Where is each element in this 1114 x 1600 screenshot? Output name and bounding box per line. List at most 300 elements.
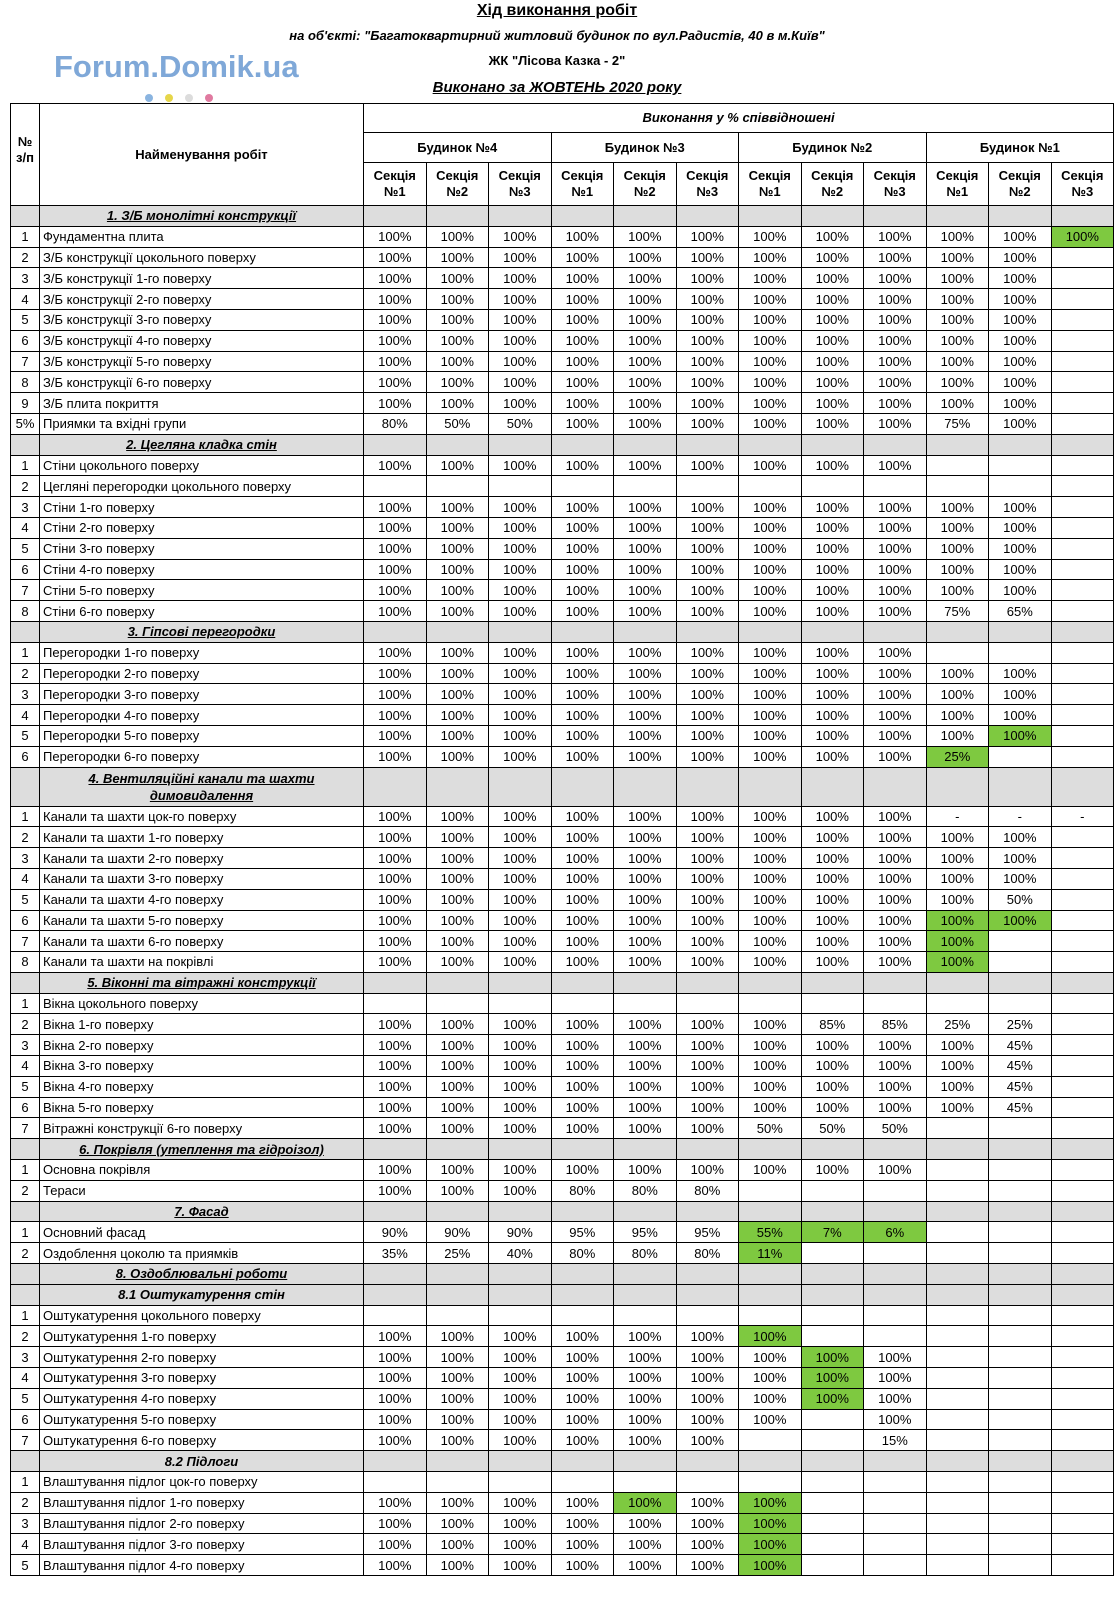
percent-cell xyxy=(864,1492,927,1513)
percent-cell: 100% xyxy=(426,538,489,559)
percent-cell: 100% xyxy=(614,1097,677,1118)
percent-cell: 100% xyxy=(614,1513,677,1534)
percent-cell: 100% xyxy=(364,289,427,310)
percent-cell: 100% xyxy=(739,684,802,705)
percent-cell: 100% xyxy=(676,663,739,684)
row-number: 2 xyxy=(11,1180,40,1201)
progress-table xyxy=(10,103,1114,1576)
percent-cell: 100% xyxy=(989,868,1052,889)
row-number: 4 xyxy=(11,1056,40,1077)
table-row xyxy=(11,455,1114,476)
section-empty-cell xyxy=(426,1201,489,1222)
percent-cell: 100% xyxy=(364,1388,427,1409)
percent-cell: 100% xyxy=(614,1076,677,1097)
percent-cell: 100% xyxy=(926,268,989,289)
percent-cell: 100% xyxy=(551,1409,614,1430)
percent-cell: 100% xyxy=(364,226,427,247)
percent-cell: 100% xyxy=(676,455,739,476)
percent-cell: 100% xyxy=(739,559,802,580)
percent-cell xyxy=(1051,1409,1114,1430)
percent-cell: 100% xyxy=(614,663,677,684)
percent-cell: 100% xyxy=(364,1326,427,1347)
row-number: 7 xyxy=(11,931,40,952)
section-title: 8.2 Підлоги xyxy=(40,1451,364,1472)
percent-cell: 100% xyxy=(364,1097,427,1118)
percent-cell: 100% xyxy=(364,1035,427,1056)
percent-cell: 100% xyxy=(989,538,1052,559)
percent-cell: 100% xyxy=(489,538,552,559)
section-empty-cell xyxy=(364,621,427,642)
row-number: 4 xyxy=(11,868,40,889)
section-empty-cell xyxy=(801,972,864,993)
percent-cell: 100% xyxy=(364,1118,427,1139)
section-title: 5. Віконні та вітражні конструкції xyxy=(40,972,364,993)
building-header: Будинок №2 xyxy=(739,133,927,163)
percent-cell: 95% xyxy=(614,1222,677,1243)
percent-cell: 100% xyxy=(364,497,427,518)
section-empty-cell xyxy=(989,206,1052,227)
percent-cell: 100% xyxy=(864,497,927,518)
percent-cell: 100% xyxy=(364,455,427,476)
percent-cell: 100% xyxy=(676,1430,739,1451)
percent-cell: 100% xyxy=(489,1035,552,1056)
percent-cell xyxy=(1051,601,1114,622)
percent-cell: 100% xyxy=(489,1056,552,1077)
percent-cell: 100% xyxy=(614,393,677,414)
section-row xyxy=(11,1201,1114,1222)
percent-cell: 100% xyxy=(364,580,427,601)
percent-cell: 100% xyxy=(801,725,864,746)
percent-cell: 100% xyxy=(926,309,989,330)
percent-cell: 100% xyxy=(551,1160,614,1181)
percent-cell: 80% xyxy=(676,1243,739,1264)
percent-cell: 100% xyxy=(864,351,927,372)
percent-cell: 100% xyxy=(364,746,427,767)
percent-cell: 100% xyxy=(739,413,802,434)
percent-cell xyxy=(489,993,552,1014)
percent-cell: 100% xyxy=(614,1056,677,1077)
percent-cell: 100% xyxy=(614,497,677,518)
section-empty-cell xyxy=(676,621,739,642)
table-row xyxy=(11,993,1114,1014)
percent-cell xyxy=(1051,1243,1114,1264)
section-empty-cell xyxy=(989,1264,1052,1285)
building-header: Будинок №4 xyxy=(364,133,552,163)
percent-cell xyxy=(739,1430,802,1451)
work-name: Стіни 1-го поверху xyxy=(40,497,364,518)
percent-cell: 100% xyxy=(426,806,489,827)
percent-cell: 100% xyxy=(801,910,864,931)
section-title: 6. Покрівля (утеплення та гідроізол) xyxy=(40,1139,364,1160)
percent-cell xyxy=(801,1534,864,1555)
section-empty-cell xyxy=(739,1451,802,1472)
percent-cell xyxy=(1051,497,1114,518)
percent-cell: 100% xyxy=(614,1492,677,1513)
percent-cell: 100% xyxy=(989,559,1052,580)
percent-cell: 100% xyxy=(614,952,677,973)
percent-cell xyxy=(1051,931,1114,952)
percent-cell: 100% xyxy=(551,1388,614,1409)
percent-cell: 80% xyxy=(614,1243,677,1264)
percent-cell: 100% xyxy=(864,309,927,330)
percent-cell: 100% xyxy=(989,663,1052,684)
section-empty-cell xyxy=(926,1264,989,1285)
percent-cell: 100% xyxy=(614,1555,677,1576)
section-empty-cell xyxy=(989,1139,1052,1160)
percent-cell: 100% xyxy=(364,848,427,869)
row-number: 5 xyxy=(11,538,40,559)
percent-cell: 100% xyxy=(489,1368,552,1389)
section-empty-cell xyxy=(364,434,427,455)
percent-cell xyxy=(1051,268,1114,289)
section-title: 8.1 Оштукатурення стін xyxy=(40,1284,364,1305)
percent-cell: 100% xyxy=(739,268,802,289)
percent-cell: 100% xyxy=(489,868,552,889)
row-number: 1 xyxy=(11,1160,40,1181)
percent-cell xyxy=(1051,580,1114,601)
percent-cell xyxy=(864,1243,927,1264)
section-empty-cell xyxy=(1051,1284,1114,1305)
percent-cell xyxy=(426,1472,489,1493)
watermark-dots xyxy=(145,89,225,101)
percent-cell: 100% xyxy=(489,372,552,393)
percent-cell: 100% xyxy=(676,889,739,910)
percent-cell: 45% xyxy=(989,1097,1052,1118)
section-empty-cell xyxy=(676,1201,739,1222)
percent-cell: 100% xyxy=(489,848,552,869)
percent-cell xyxy=(989,455,1052,476)
percent-cell: 100% xyxy=(551,848,614,869)
percent-cell: 100% xyxy=(864,725,927,746)
section-empty-cell xyxy=(551,1139,614,1160)
section-empty-cell xyxy=(864,972,927,993)
table-row xyxy=(11,330,1114,351)
section-empty-cell xyxy=(989,1284,1052,1305)
percent-cell: 100% xyxy=(426,725,489,746)
percent-cell: 100% xyxy=(489,1160,552,1181)
percent-cell: 100% xyxy=(489,1118,552,1139)
percent-cell: 100% xyxy=(489,1534,552,1555)
percent-cell xyxy=(739,1472,802,1493)
section-empty-cell xyxy=(614,434,677,455)
percent-cell: 100% xyxy=(614,372,677,393)
percent-cell: 100% xyxy=(676,931,739,952)
percent-cell: 100% xyxy=(364,806,427,827)
section-empty-cell xyxy=(614,1201,677,1222)
percent-cell: 100% xyxy=(739,1409,802,1430)
percent-cell: 100% xyxy=(864,1368,927,1389)
section-row xyxy=(11,1139,1114,1160)
percent-cell: 100% xyxy=(676,1347,739,1368)
percent-cell: 100% xyxy=(676,952,739,973)
percent-cell xyxy=(1051,725,1114,746)
percent-cell: 100% xyxy=(364,1347,427,1368)
percent-cell xyxy=(1051,889,1114,910)
section-empty-cell xyxy=(676,434,739,455)
percent-cell: 100% xyxy=(801,868,864,889)
percent-cell: 100% xyxy=(739,1534,802,1555)
percent-cell: 100% xyxy=(489,746,552,767)
table-row xyxy=(11,226,1114,247)
percent-cell: 100% xyxy=(739,827,802,848)
percent-cell: 85% xyxy=(801,1014,864,1035)
percent-cell: 100% xyxy=(926,1076,989,1097)
percent-cell xyxy=(676,476,739,497)
percent-cell: 90% xyxy=(489,1222,552,1243)
percent-cell: 100% xyxy=(426,497,489,518)
percent-cell: 100% xyxy=(364,827,427,848)
percent-cell xyxy=(926,1513,989,1534)
percent-cell: 100% xyxy=(551,226,614,247)
section-empty-cell xyxy=(426,206,489,227)
percent-cell: 100% xyxy=(551,725,614,746)
object-line: на об'єкті: "Багатоквартирний житловий будинок по вул.Радистів, 40 в м.Київ" xyxy=(289,28,825,43)
percent-cell xyxy=(1051,538,1114,559)
work-name: З/Б конструкції 1-го поверху xyxy=(40,268,364,289)
section-row-number xyxy=(11,1139,40,1160)
section-empty-cell xyxy=(489,767,552,806)
section-empty-cell xyxy=(1051,767,1114,806)
percent-cell: 100% xyxy=(864,1388,927,1409)
work-name: З/Б конструкції цокольного поверху xyxy=(40,247,364,268)
percent-cell: 100% xyxy=(989,497,1052,518)
percent-cell: 100% xyxy=(614,1118,677,1139)
percent-cell xyxy=(1051,1513,1114,1534)
section-row-number xyxy=(11,434,40,455)
percent-cell: 100% xyxy=(551,1056,614,1077)
section-empty-cell xyxy=(739,206,802,227)
percent-cell: 100% xyxy=(551,868,614,889)
percent-cell xyxy=(676,1305,739,1326)
row-number: 6 xyxy=(11,910,40,931)
percent-cell: 100% xyxy=(739,1097,802,1118)
work-name: Влаштування підлог цок-го поверху xyxy=(40,1472,364,1493)
percent-cell xyxy=(364,1305,427,1326)
percent-cell: 100% xyxy=(676,1160,739,1181)
percent-cell: 100% xyxy=(864,952,927,973)
percent-cell: 100% xyxy=(676,330,739,351)
percent-cell: 100% xyxy=(801,268,864,289)
percent-cell: 100% xyxy=(551,1492,614,1513)
percent-cell xyxy=(864,993,927,1014)
percent-cell: 100% xyxy=(364,1160,427,1181)
table-row xyxy=(11,725,1114,746)
section-empty-cell xyxy=(364,1201,427,1222)
table-row xyxy=(11,806,1114,827)
percent-cell: 100% xyxy=(676,848,739,869)
percent-cell: 100% xyxy=(551,1555,614,1576)
percent-cell: 100% xyxy=(989,848,1052,869)
percent-cell: 100% xyxy=(864,848,927,869)
percent-cell: 100% xyxy=(426,848,489,869)
percent-cell xyxy=(989,1222,1052,1243)
percent-cell: 100% xyxy=(676,559,739,580)
percent-cell: 100% xyxy=(864,1409,927,1430)
section-empty-cell xyxy=(1051,1451,1114,1472)
percent-cell: 100% xyxy=(739,497,802,518)
section-empty-cell xyxy=(926,1201,989,1222)
percent-cell xyxy=(364,1472,427,1493)
section-row-number xyxy=(11,972,40,993)
work-name: Стіни цокольного поверху xyxy=(40,455,364,476)
percent-cell: 100% xyxy=(489,931,552,952)
section-empty-cell xyxy=(739,972,802,993)
section-empty-cell xyxy=(801,767,864,806)
percent-cell: 100% xyxy=(426,1035,489,1056)
percent-cell: 100% xyxy=(426,1555,489,1576)
section-empty-cell xyxy=(426,1284,489,1305)
section-empty-cell xyxy=(864,621,927,642)
table-row xyxy=(11,309,1114,330)
percent-cell: 100% xyxy=(864,910,927,931)
percent-cell xyxy=(801,1243,864,1264)
table-row xyxy=(11,1076,1114,1097)
row-number: 2 xyxy=(11,476,40,497)
percent-cell: 100% xyxy=(551,538,614,559)
section-empty-cell xyxy=(551,767,614,806)
percent-cell xyxy=(989,1513,1052,1534)
percent-cell: 100% xyxy=(989,827,1052,848)
section-empty-cell xyxy=(864,1139,927,1160)
percent-cell: 100% xyxy=(426,1492,489,1513)
percent-cell: 100% xyxy=(489,393,552,414)
percent-cell: 100% xyxy=(801,1076,864,1097)
section-empty-cell xyxy=(489,1284,552,1305)
table-row xyxy=(11,1409,1114,1430)
percent-cell: 7% xyxy=(801,1222,864,1243)
percent-cell: 100% xyxy=(801,289,864,310)
percent-cell: 100% xyxy=(551,601,614,622)
percent-cell: 100% xyxy=(364,910,427,931)
percent-cell: 100% xyxy=(989,393,1052,414)
percent-cell: 100% xyxy=(426,289,489,310)
percent-cell: 100% xyxy=(676,226,739,247)
percent-cell xyxy=(926,1368,989,1389)
percent-cell xyxy=(989,1534,1052,1555)
percent-cell: 100% xyxy=(801,848,864,869)
percent-cell: 100% xyxy=(739,247,802,268)
percent-cell: 100% xyxy=(614,1347,677,1368)
section-empty-cell xyxy=(614,1139,677,1160)
section-empty-cell xyxy=(426,621,489,642)
percent-cell: 100% xyxy=(426,247,489,268)
section-empty-cell xyxy=(864,206,927,227)
percent-cell xyxy=(1051,393,1114,414)
percent-cell xyxy=(864,476,927,497)
section-empty-cell xyxy=(364,1264,427,1285)
section-empty-cell xyxy=(739,1284,802,1305)
row-number: 5 xyxy=(11,889,40,910)
percent-cell: 100% xyxy=(989,910,1052,931)
percent-cell: 80% xyxy=(614,1180,677,1201)
percent-cell: 100% xyxy=(989,351,1052,372)
percent-cell xyxy=(1051,1056,1114,1077)
work-name: Канали та шахти 2-го поверху xyxy=(40,848,364,869)
percent-cell: 100% xyxy=(864,684,927,705)
percent-cell xyxy=(989,1347,1052,1368)
percent-cell xyxy=(926,1472,989,1493)
section-empty-cell xyxy=(614,1451,677,1472)
section-empty-cell xyxy=(676,1451,739,1472)
percent-cell: 100% xyxy=(739,393,802,414)
percent-cell xyxy=(801,1409,864,1430)
percent-cell: 100% xyxy=(989,413,1052,434)
table-row xyxy=(11,848,1114,869)
percent-cell: 100% xyxy=(989,705,1052,726)
row-number: 1 xyxy=(11,1305,40,1326)
percent-cell: 45% xyxy=(989,1076,1052,1097)
percent-cell: 100% xyxy=(926,705,989,726)
table-row xyxy=(11,1035,1114,1056)
percent-cell: 100% xyxy=(801,538,864,559)
percent-cell: 100% xyxy=(614,746,677,767)
percent-cell: 100% xyxy=(364,601,427,622)
section-title: 7. Фасад xyxy=(40,1201,364,1222)
percent-cell xyxy=(801,1555,864,1576)
percent-cell: 100% xyxy=(364,725,427,746)
percent-cell: 100% xyxy=(739,372,802,393)
percent-cell xyxy=(614,1472,677,1493)
percent-cell: 100% xyxy=(551,559,614,580)
percent-cell xyxy=(1051,848,1114,869)
percent-cell xyxy=(989,1388,1052,1409)
percent-cell: 100% xyxy=(739,1326,802,1347)
section-empty-cell xyxy=(739,1139,802,1160)
percent-cell: 100% xyxy=(739,226,802,247)
percent-cell xyxy=(1051,455,1114,476)
percent-cell xyxy=(551,1472,614,1493)
percent-cell xyxy=(801,1513,864,1534)
section-empty-cell xyxy=(676,767,739,806)
row-number: 6 xyxy=(11,330,40,351)
section-row-number xyxy=(11,621,40,642)
percent-cell xyxy=(426,476,489,497)
section-empty-cell xyxy=(801,1451,864,1472)
row-number: 2 xyxy=(11,1014,40,1035)
percent-cell xyxy=(1051,247,1114,268)
percent-cell: 100% xyxy=(864,1097,927,1118)
percent-cell xyxy=(1051,1014,1114,1035)
percent-cell: 100% xyxy=(864,330,927,351)
percent-cell: 100% xyxy=(864,1160,927,1181)
percent-cell: 80% xyxy=(551,1180,614,1201)
percent-cell: 100% xyxy=(551,309,614,330)
percent-cell: 100% xyxy=(364,642,427,663)
section-row-number xyxy=(11,1451,40,1472)
work-name: Основний фасад xyxy=(40,1222,364,1243)
percent-cell: 100% xyxy=(551,455,614,476)
percent-cell: 100% xyxy=(676,684,739,705)
percent-cell: 100% xyxy=(864,580,927,601)
section-empty-cell xyxy=(426,1451,489,1472)
percent-cell: 55% xyxy=(739,1222,802,1243)
row-number: 5% xyxy=(11,413,40,434)
section-empty-cell xyxy=(989,972,1052,993)
work-name: З/Б конструкції 4-го поверху xyxy=(40,330,364,351)
percent-cell: 100% xyxy=(426,910,489,931)
section-empty-cell xyxy=(614,621,677,642)
work-name: Оштукатурення 3-го поверху xyxy=(40,1368,364,1389)
percent-cell xyxy=(989,642,1052,663)
section-empty-cell xyxy=(426,1139,489,1160)
work-name: Приямки та вхідні групи xyxy=(40,413,364,434)
col-name-header: Найменування робіт xyxy=(40,104,364,206)
section-empty-cell xyxy=(676,206,739,227)
percent-cell: 100% xyxy=(489,580,552,601)
percent-cell: 100% xyxy=(489,1326,552,1347)
percent-cell: 100% xyxy=(801,601,864,622)
percent-cell xyxy=(489,476,552,497)
